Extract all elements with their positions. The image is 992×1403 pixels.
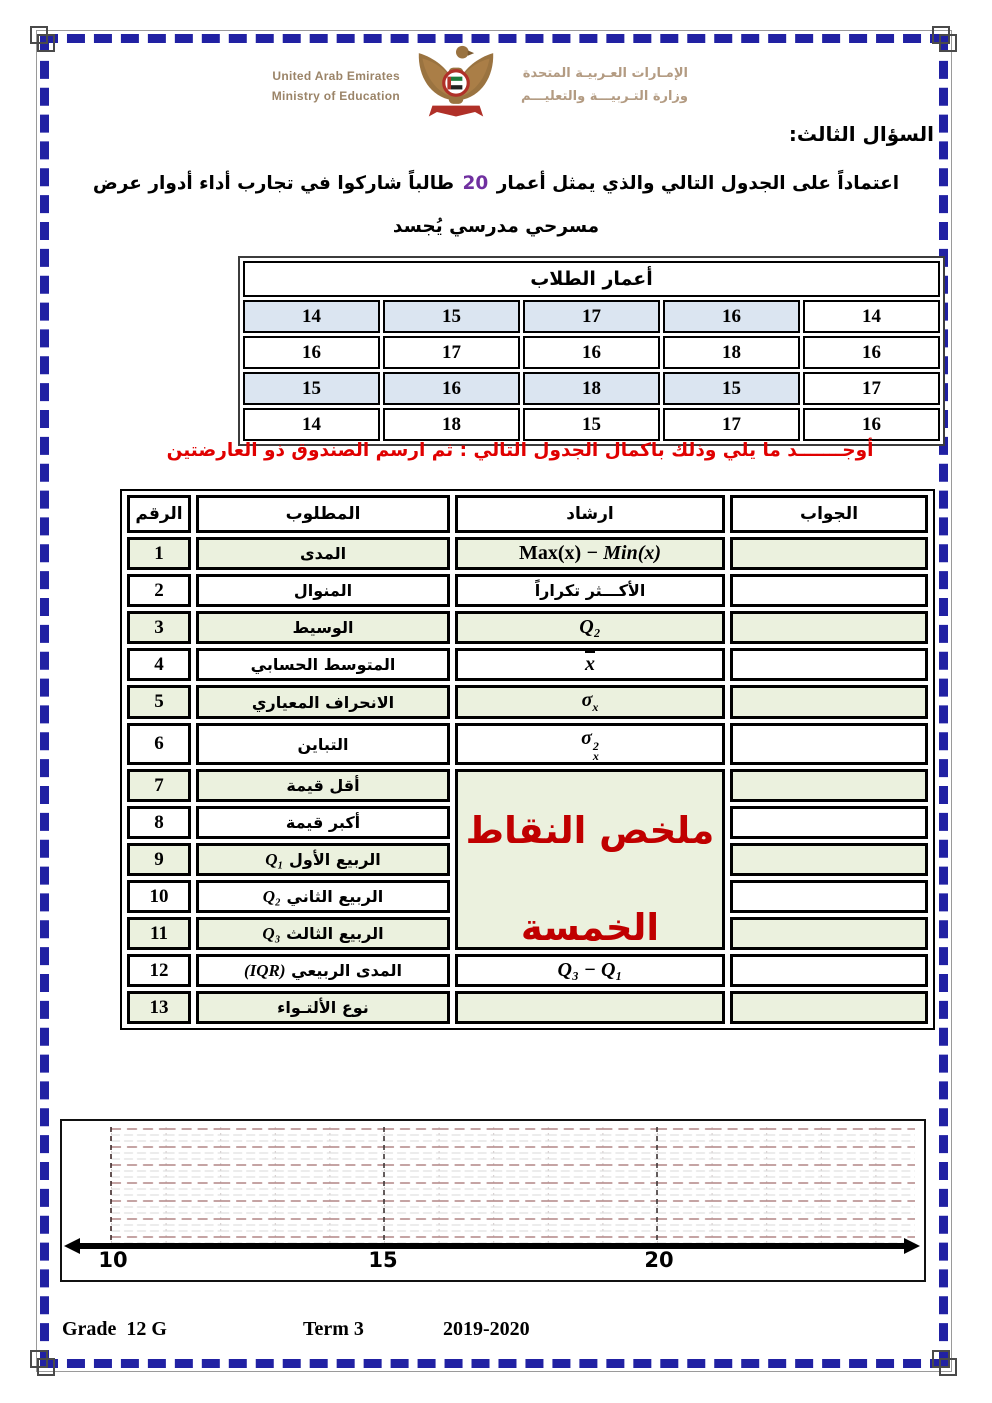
answer-cell — [730, 880, 928, 913]
row-number: 13 — [127, 991, 191, 1024]
iqr-symbol: (IQR) — [243, 960, 286, 980]
table-row — [243, 408, 940, 441]
formula-italic: − Min(x) — [581, 542, 662, 564]
guidance-cell — [455, 685, 725, 719]
axis-tick-label: 10 — [98, 1248, 128, 1272]
required-cell: الربيع الثاني Q₂ — [196, 880, 450, 913]
ministry-en-line2: Ministry of Education — [271, 89, 400, 104]
axis-tick-label: 20 — [644, 1248, 674, 1272]
age-cell: 17 — [663, 408, 800, 441]
guidance-cell — [455, 723, 725, 765]
guidance-cell: الأكـــثر تكراراً — [455, 574, 725, 607]
age-cell: 16 — [803, 336, 940, 369]
age-cell: 16 — [243, 336, 380, 369]
required-cell: المدى الربيعي (IQR) — [196, 954, 450, 987]
table-row — [127, 537, 928, 570]
guidance-cell — [455, 648, 725, 681]
age-cell: 18 — [383, 408, 520, 441]
corner-ornament — [30, 26, 60, 56]
row-number: 8 — [127, 806, 191, 839]
row-number: 6 — [127, 723, 191, 765]
row-number: 7 — [127, 769, 191, 802]
formula-xbar: $\overline{x}$ — [585, 653, 595, 675]
age-cell: 18 — [663, 336, 800, 369]
age-cell: 16 — [383, 372, 520, 405]
table-row — [243, 300, 940, 333]
age-cell: 16 — [663, 300, 800, 333]
answer-cell — [730, 806, 928, 839]
footer-year: 2019-2020 — [443, 1318, 530, 1340]
answer-cell — [730, 537, 928, 570]
ministry-en-line1: United Arab Emirates — [272, 69, 400, 83]
answer-cell — [730, 574, 928, 607]
row-number: 12 — [127, 954, 191, 987]
answer-cell — [730, 991, 928, 1024]
col-header-required: المطلوب — [196, 495, 450, 533]
required-cell: المنوال — [196, 574, 450, 607]
guidance-cell: Q₂ — [455, 611, 725, 644]
row-number: 11 — [127, 917, 191, 950]
question-intro-line1 — [64, 163, 928, 248]
required-cell: أكبر قيمة — [196, 806, 450, 839]
table-row — [127, 611, 928, 644]
table-row — [243, 372, 940, 405]
five-number-summary-cell — [455, 769, 725, 950]
answer-cell — [730, 648, 928, 681]
age-cell: 17 — [383, 336, 520, 369]
required-cell: الربيع الثالث Q₃ — [196, 917, 450, 950]
find-instruction: أوجـــــــد ما يلي وذلك باكمال الجدول التالي : ثم ارسم الصندوق ذو العارضتين — [166, 440, 874, 461]
answer-cell — [730, 843, 928, 876]
row-number: 3 — [127, 611, 191, 644]
age-cell: 15 — [243, 372, 380, 405]
table-row — [127, 574, 928, 607]
row-number: 1 — [127, 537, 191, 570]
age-cell: 17 — [523, 300, 660, 333]
row-number: 5 — [127, 685, 191, 719]
table-row — [127, 648, 928, 681]
axis-tick-label: 15 — [368, 1248, 398, 1272]
required-cell: نوع الألتـواء — [196, 991, 450, 1024]
corner-ornament — [30, 1350, 60, 1380]
ages-table — [238, 256, 945, 446]
quartile-symbol: Q₁ — [265, 849, 284, 869]
formula-sigma: σ — [581, 689, 593, 711]
age-cell: 16 — [803, 408, 940, 441]
col-header-number: الرقم — [127, 495, 191, 533]
age-cell: 16 — [523, 336, 660, 369]
col-header-answer: الجواب — [730, 495, 928, 533]
answer-cell — [730, 611, 928, 644]
col-header-guidance: ارشاد — [455, 495, 725, 533]
answer-cell — [730, 769, 928, 802]
ministry-name-arabic — [508, 62, 688, 109]
quartile-symbol: Q₂ — [262, 886, 281, 906]
age-cell: 15 — [663, 372, 800, 405]
corner-ornament — [932, 1350, 962, 1380]
age-cell: 15 — [383, 300, 520, 333]
table-row — [127, 685, 928, 719]
table-row — [127, 991, 928, 1024]
table-row — [127, 723, 928, 765]
ages-table-title: أعمار الطلاب — [243, 261, 940, 297]
footer-term: Term 3 — [303, 1318, 364, 1340]
answer-cell — [730, 723, 928, 765]
required-cell: الربيع الأول Q₁ — [196, 843, 450, 876]
row-number: 10 — [127, 880, 191, 913]
age-cell: 18 — [523, 372, 660, 405]
guidance-cell: Q₃ − Q₁ — [455, 954, 725, 987]
formula-subscript: x — [592, 700, 599, 714]
answer-cell — [730, 685, 928, 719]
row-number: 2 — [127, 574, 191, 607]
box-plot-grid-area — [60, 1119, 926, 1282]
uae-falcon-emblem-icon — [410, 44, 502, 126]
required-cell: أقل قيمة — [196, 769, 450, 802]
guidance-cell — [455, 537, 725, 570]
table-row — [243, 336, 940, 369]
table-row — [127, 769, 928, 802]
ministry-name-english — [230, 66, 400, 107]
required-cell: التباين — [196, 723, 450, 765]
row-number: 9 — [127, 843, 191, 876]
students-count: 20 — [462, 173, 489, 194]
age-cell: 17 — [803, 372, 940, 405]
footer-grade: Grade 12 G — [62, 1318, 167, 1340]
five-number-summary-line1: ملخص النقاط — [465, 808, 715, 852]
statistics-summary-table — [120, 489, 935, 1030]
table-row — [127, 954, 928, 987]
age-cell: 14 — [243, 300, 380, 333]
required-cell: الانحراف المعياري — [196, 685, 450, 719]
formula-subscript: x — [592, 749, 599, 764]
intro-text-after: طالباً شاركوا في تجارب أداء أدوار عرض مسرحي مدرسي يُجسد — [92, 173, 600, 237]
quartile-symbol: Q₃ — [262, 923, 281, 943]
question-title: السؤال الثالث: — [788, 122, 934, 146]
guidance-cell — [455, 991, 725, 1024]
age-cell: 15 — [523, 408, 660, 441]
answer-cell — [730, 954, 928, 987]
five-number-summary-line2: الخمسة — [520, 905, 660, 949]
age-cell: 14 — [803, 300, 940, 333]
table-header-row — [127, 495, 928, 533]
formula-superscript: 2 — [592, 739, 599, 753]
age-cell: 14 — [243, 408, 380, 441]
row-number: 4 — [127, 648, 191, 681]
formula-sigma: σ — [581, 727, 592, 749]
answer-cell — [730, 917, 928, 950]
intro-text-before: اعتماداً على الجدول التالي والذي يمثل أعمار — [490, 173, 900, 194]
ministry-ar-line2: وزارة التـربيـــة والتعليـــم — [520, 89, 688, 105]
numberline-grid — [62, 1121, 922, 1279]
formula-upright: Max(x) — [518, 542, 582, 564]
required-cell: الوسيط — [196, 611, 450, 644]
ministry-ar-line1: الإمـارات العـربيـة المتحدة — [522, 66, 688, 81]
required-cell: المدى — [196, 537, 450, 570]
required-cell: المتوسط الحسابي — [196, 648, 450, 681]
corner-ornament — [932, 26, 962, 56]
